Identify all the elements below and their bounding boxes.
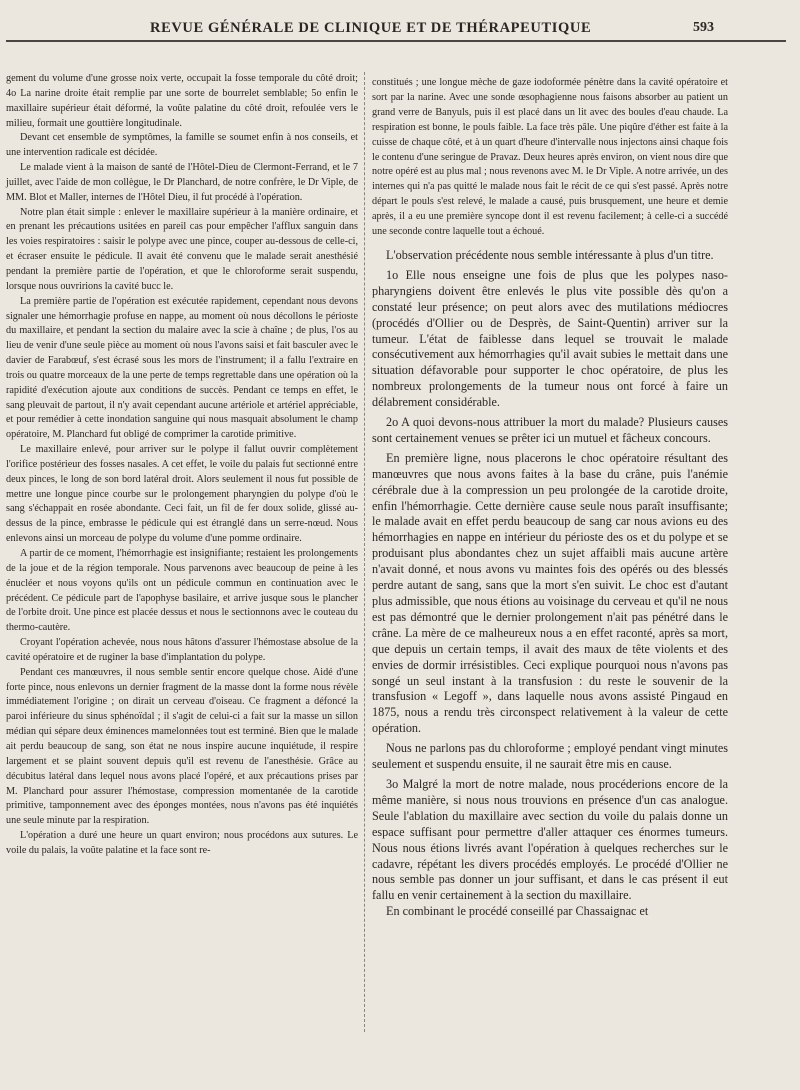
left-column [6,72,358,859]
paragraph: Notre plan était simple : enlever le maxillaire supérieur à la manière ordinaire, et en prenant les précautions usitées en pareil cas pour empêcher l'afflux sanguin dans les voies respiratoires : saisir le polype avec une pince, couper au-dessous de celle-ci, et écraser ensuite le pédicule. Il avait été convenu que le malade serait anesthésié pendant la première partie de l'opération, et que le chloroforme serait suspendu, lorsque nous ouvririons la cavité bucc le. [6,206,358,292]
paragraph: L'observation précédente nous semble intéressante à plus d'un titre. [386,247,714,262]
header-rule [6,40,786,42]
paragraph: Devant cet ensemble de symptômes, la famille se soumet enfin à nos conseils, et une intervention radicale est décidée. [6,132,358,159]
paragraph: La première partie de l'opération est exécutée rapidement, cependant nous devons signaler une hémorrhagie profuse en nappe, au moment où nous décollons le périoste du maxillaire, et pendant la section du malaire avec la scie à chaîne ; de plus, l'os au lieu de venir d'une seule pièce au moment où nous l'avons saisi et fait basculer avec le davier de Farabœuf, s'est écrasé sous les mors de l'instrument; il a fallu l'extraire en trois ou quatre morceaux de la une perte de temps regrettable dans une opération où la rapidité d'exécution ajoute aux conditions de succès. Pendant ce temps en effet, le sang pleuvait de partout, il n'y avait cependant aucune artériole et artériel appréciable, et pour remédier à cette inondation sanguine qui nous masquait absolument le champ opératoire, M. Planchard fut obligé de comprimer la carotide primitive. [6,295,358,441]
paragraph: constitués ; une longue mèche de gaze iodoformée pénètre dans la cavité opératoire et sort par la narine. Avec une sonde œsophagienne nous faisons absorber au patient un grand verre de Banyuls, puis il est placé dans un lit avec des boules d'eau chaude. La respiration est bonne, le pouls faible. La face très pâle. Une piqûre d'éther est faite à la cuisse de chaque côté, et à un quart d'heure d'intervalle nous injectons ainsi chaque fois le contenu d'une seringue de Pravaz. Deux heures après environ, on vient nous dire que notre opéré est au plus mal ; nous revenons avec M. le Dr Viple. A notre arrivée, un des internes qui n'a pas quitté le malade nous fait le récit de ce qui s'est passé. Après notre départ le pouls s'est relevé, le malade a causé, puis brusquement, une heure et demie après, il a eu une première syncope dont il est revenu facilement; à celle-ci a succédé une seconde contre laquelle tout a échoué. [372,77,728,238]
paragraph: En combinant le procédé conseillé par Chassaignac et [386,904,649,919]
paragraph: Pendant ces manœuvres, il nous semble sentir encore quelque chose. Aidé d'une forte pince, nous enlevons un dernier fragment de la masse dont la forme nous révèle immédiatement l'origine ; on dirait un cerveau d'oiseau. Ce fragment a défoncé la paroi inférieure du sinus sphénoïdal ; il s'agit de celui-ci a fait sur la masse un sillon médian qui sépare deux éminences mamelonnées tout est terminé. Bien que le malade ait perdu beaucoup de sang, son état ne nous inspire aucune inquiétude, il respire largement et se plaint souvent depuis qu'il est revenu de l'anesthésie. Grâce au décubitus latéral dans lequel nous avons placé l'opéré, et aux précautions prises par M. Planchard pour assurer l'hémostase, compression momentanée de la carotide primitive, tamponnement avec des éponges montées, nous n'avons pas été inquiétés une seule minute par la respiration. [6,666,358,827]
paragraph: 2o A quoi devons-nous attribuer la mort du malade? Plusieurs causes sont certainement venues se prêter ici un mutuel et fâcheux concours. [372,415,728,445]
paragraph: Nous ne parlons pas du chloroforme ; employé pendant vingt minutes seulement et suspendu ensuite, il ne saurait être mis en cause. [372,741,728,772]
paragraph: A partir de ce moment, l'hémorrhagie est insignifiante; restaient les prolongements de la joue et de la région temporale. Nous parvenons avec beaucoup de peine à les énucléer et nous voyons qu'ils ont un pédicule commun en continuation avec le précédent. Ce pédicule part de l'apophyse basilaire, et arrive jusque sous le plancher de l'orbite droit. Une pince est placée dessus et nous le sectionnons avec le couteau du thermo-cautère. [6,548,358,634]
running-title: REVUE GÉNÉRALE DE CLINIQUE ET DE THÉRAPEUTIQUE [150,20,592,36]
paragraph: Le malade vient à la maison de santé de l'Hôtel-Dieu de Clermont-Ferrand, et le 7 juillet, avec l'aide de mon collègue, le Dr Planchard, de notre confrère, le Dr Viple, de MM. Blot et Maller, internes de l'Hôtel Dieu, il fut procédé à l'opération. [6,162,358,203]
paragraph: gement du volume d'une grosse noix verte, occupait la fosse temporale du côté droit; 4o La narine droite était remplie par une sorte de bourrelet semblable; 5o enfin le maxillaire supérieur était déformé, la voûte palatine du côté droit, refoulée vers le milieu, formait une gouttière longitudinale. [6,73,358,129]
paragraph: En première ligne, nous placerons le choc opératoire résultant des manœuvres que nous avons faites à la base du crâne, puis l'anémie cérébrale due à la compression un peu prolongée de la carotide droite, enfin l'hémorrhagie. Cette dernière cause seule nous paraît insuffisante; le malade avait en effet perdu beaucoup de sang car nous avions eu des hémorrhagies en nappe en intérieur du périoste des os et du polype et se produisant plus abondantes chez un sujet affaibli mais aucune artère n'avait donné, et nous avons vu maintes fois des opérés ou des blessés perdre autant de sang, sans que la mort s'en suivit. Le choc est d'autant plus admissible, que nous étions au voisinage du cerveau et qu'il ne nous est pas démontré que le dernier prolongement n'ait pas pénétré dans le crâne. La mère de ce malheureux nous a en effet raconté, après sa mort, que depuis un certain temps, il avait des maux de tête violents et des envies de dormir irrésistibles. Ceci explique pourquoi nous n'avons pas songé un seul instant à la transfusion : du reste le souvenir de la transfusion « Legoff », dans laquelle nous avons assisté Pingaud en 1875, nous a rendu très circonspect relativement à la valeur de cette opération. [372,450,728,736]
right-column-continuation [372,76,728,240]
page-header [0,18,800,48]
column-divider [364,72,365,1032]
page-number: 593 [693,20,714,35]
paragraph: 1o Elle nous enseigne une fois de plus que les polypes naso-pharyngiens doivent être enlevés le plus vite possible dès qu'on a constaté leur présence; on peut alors avec des mutilations médiocres (procédés d'Ollier ou de Desprès, de Saint-Quentin) arriver sur la tumeur. L'état de faiblesse dans lequel se trouvait le malade consécutivement aux hémorrhagies qu'il avait subies le mettait dans une situation défavorable pour supporter le choc opératoire, de plus les nombreux prolongements de la tumeur nous ont forcé à faire un délabrement considérable. [372,267,728,410]
right-column [372,76,728,920]
paragraph: 3o Malgré la mort de notre malade, nous procéderions encore de la même manière, si nous nous trouvions en présence d'un cas analogue. Seule l'ablation du maxillaire avec section du voile du palais donne un espace suffisant pour permettre d'aller attaquer ces énormes tumeurs. Nous nous étions livrés avant l'opération à quelques recherches sur le cadavre, répétant les divers procédés employés. Le procédé d'Ollier ne nous semble pas donner un jour suffisant, et dans le cas présent il eut fallu en venir certainement à la section du maxillaire. [372,776,728,903]
paragraph: L'opération a duré une heure un quart environ; nous procédons aux sutures. Le voile du palais, la voûte palatine et la face sont re- [6,830,358,856]
paragraph: Le maxillaire enlevé, pour arriver sur le polype il fallut ouvrir complètement l'orifice postérieur des fosses nasales. A cet effet, le voile du palais fut sectionné entre deux pinces, le long de son bord latéral droit. Alors seulement il nous fut possible de mettre une longue pince courbe sur le prolongement pharyngien du polype d'où le sang s'échappait en rosée abondante. Ceci fait, un fil de fer doux solide, glissé au-dessus de la pince, embrasse le pédicule qui est étranglé dans un serre-nœud. Nous enlevons ainsi un morceau de polype du volume d'une pomme ordinaire. [6,444,358,545]
right-column-commentary [372,248,728,920]
paragraph: Croyant l'opération achevée, nous nous hâtons d'assurer l'hémostase absolue de la cavité opératoire et de ruginer la base d'implantation du polype. [6,637,358,663]
